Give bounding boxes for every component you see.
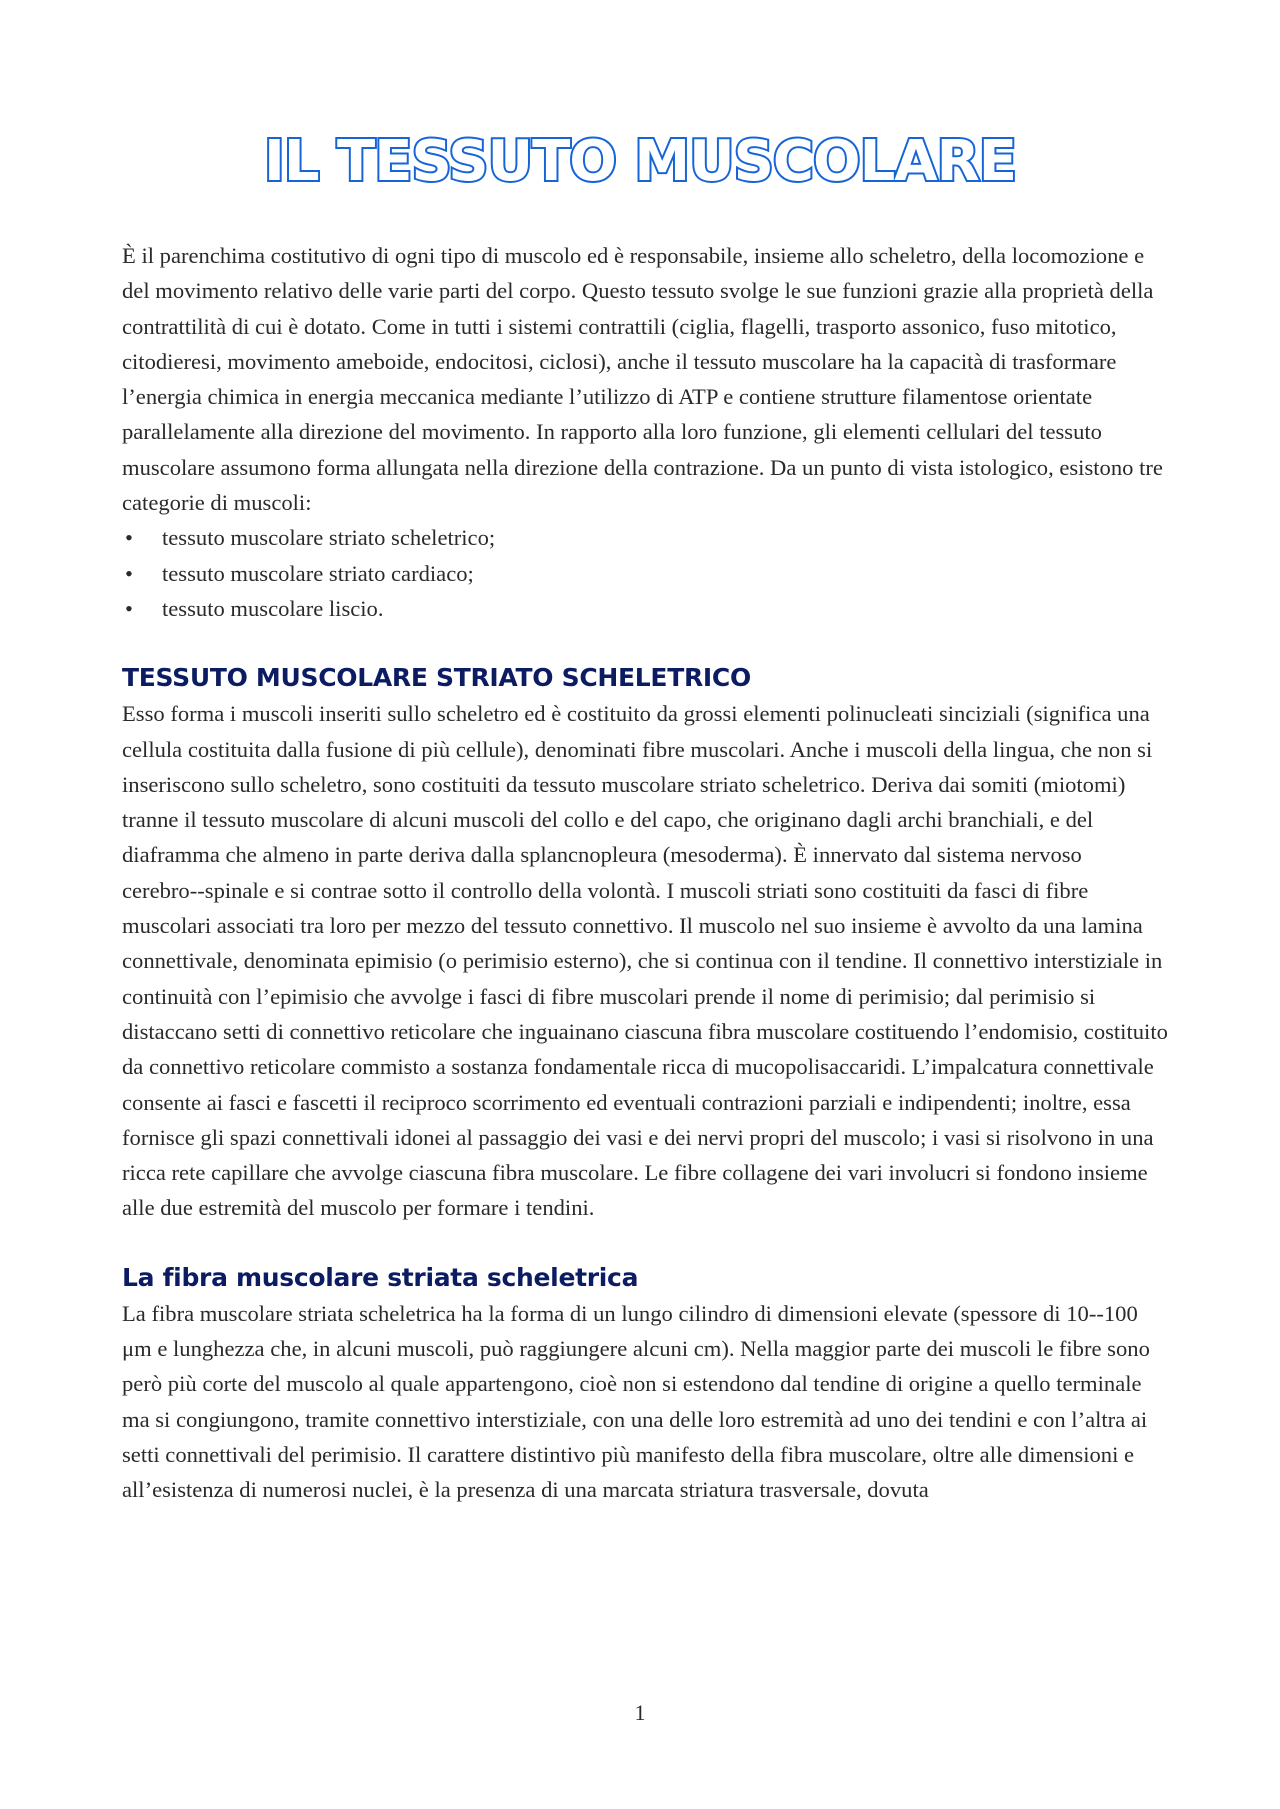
- section-paragraph: Esso forma i muscoli inseriti sullo scheletro ed è costituito da grossi elementi polinucleati sinciziali (significa una cellula costituita dalla fusione di più cellule), denominati fibre muscolari. Anche i muscoli della lingua, che non si inseriscono sullo scheletro, sono costituiti da tessuto muscolare striato scheletrico. Deriva dai somiti (miotomi) tranne il tessuto muscolare di alcuni muscoli del collo e del capo, che originano dagli archi branchiali, e del diaframma che almeno in parte deriva dalla splancnopleura (mesoderma). È innervato dal sistema nervoso cerebro-‐spinale e si contrae sotto il controllo della volontà. I muscoli striati sono costituiti da fasci di fibre muscolari associati tra loro per mezzo del tessuto connettivo. Il muscolo nel suo insieme è avvolto da una lamina connettivale, denominata epimisio (o perimisio esterno), che si continua con il tendine. Il connettivo interstiziale in continuità con l’epimisio che avvolge i fasci di fibre muscolari prende il nome di perimisio; dal perimisio si distaccano setti di connettivo reticolare che inguainano ciascuna fibra muscolare costituendo l’endomisio, costituito da connettivo reticolare commisto a sostanza fondamentale ricca di mucopolisaccaridi. L’impalcatura connettivale consente ai fasci e fascetti il reciproco scorrimento ed eventuali contrazioni parziali e indipendenti; inoltre, essa fornisce gli spazi connettivali idonei al passaggio dei vasi e dei nervi propri del muscolo; i vasi si risolvono in una ricca rete capillare che avvolge ciascuna fibra muscolare. Le fibre collagene dei vari involucri si fondono insieme alle due estremità del muscolo per formare i tendini.: [122, 701, 1168, 1221]
- list-item-text: tessuto muscolare striato cardiaco;: [162, 560, 474, 586]
- list-item: [122, 520, 1168, 555]
- list-item-text: tessuto muscolare striato scheletrico;: [162, 525, 496, 551]
- intro-paragraph: È il parenchima costitutivo di ogni tipo di muscolo ed è responsabile, insieme allo scheletro, della locomozione e del movimento relativo delle varie parti del corpo. Questo tessuto svolge le sue funzioni grazie alla proprietà della contrattilità di cui è dotato. Come in tutti i sistemi contrattili (ciglia, flagelli, trasporto assonico, fuso mitotico, citodieresi, movimento ameboide, endocitosi, ciclosi), anche il tessuto muscolare ha la capacità di trasformare l’energia chimica in energia meccanica mediante l’utilizzo di ATP e contiene strutture filamentose orientate parallelamente alla direzione del movimento. In rapporto alla loro funzione, gli elementi cellulari del tessuto muscolare assumono forma allungata nella direzione della contrazione. Da un punto di vista istologico, esistono tre categorie di muscoli:: [122, 243, 1163, 516]
- section-heading-striated-skeletal: TESSUTO MUSCOLARE STRIATO SCHELETRICO: [122, 663, 751, 693]
- list-item: [122, 591, 1168, 626]
- page-title: IL TESSUTO MUSCOLARE: [263, 129, 1017, 194]
- list-item: [122, 556, 1168, 591]
- section-paragraph: La fibra muscolare striata scheletrica ha la forma di un lungo cilindro di dimensioni elevate (spessore di 10-‐100 μm e lunghezza che, in alcuni muscoli, può raggiungere alcuni cm). Nella maggior parte dei muscoli le fibre sono però più corte del muscolo al quale appartengono, cioè non si estendono dal tendine di origine a quello terminale ma si congiungono, tramite connettivo interstiziale, con una delle loro estremità ad uno dei tendini e con l’altra ai setti connettivali del perimisio. Il carattere distintivo più manifesto della fibra muscolare, oltre alle dimensioni e all’esistenza di numerosi nuclei, è la presenza di una marcata striatura trasversale, dovuta: [122, 1300, 1150, 1503]
- bullet-icon: •: [125, 560, 133, 586]
- muscle-categories-list: [122, 520, 1168, 626]
- bullet-icon: •: [125, 595, 133, 621]
- page-number: 1: [634, 1700, 646, 1725]
- document-body: [122, 238, 1168, 1508]
- bullet-icon: •: [125, 525, 133, 551]
- list-item-text: tessuto muscolare liscio.: [162, 595, 384, 621]
- section-heading-muscle-fiber: La fibra muscolare striata scheletrica: [122, 1262, 639, 1292]
